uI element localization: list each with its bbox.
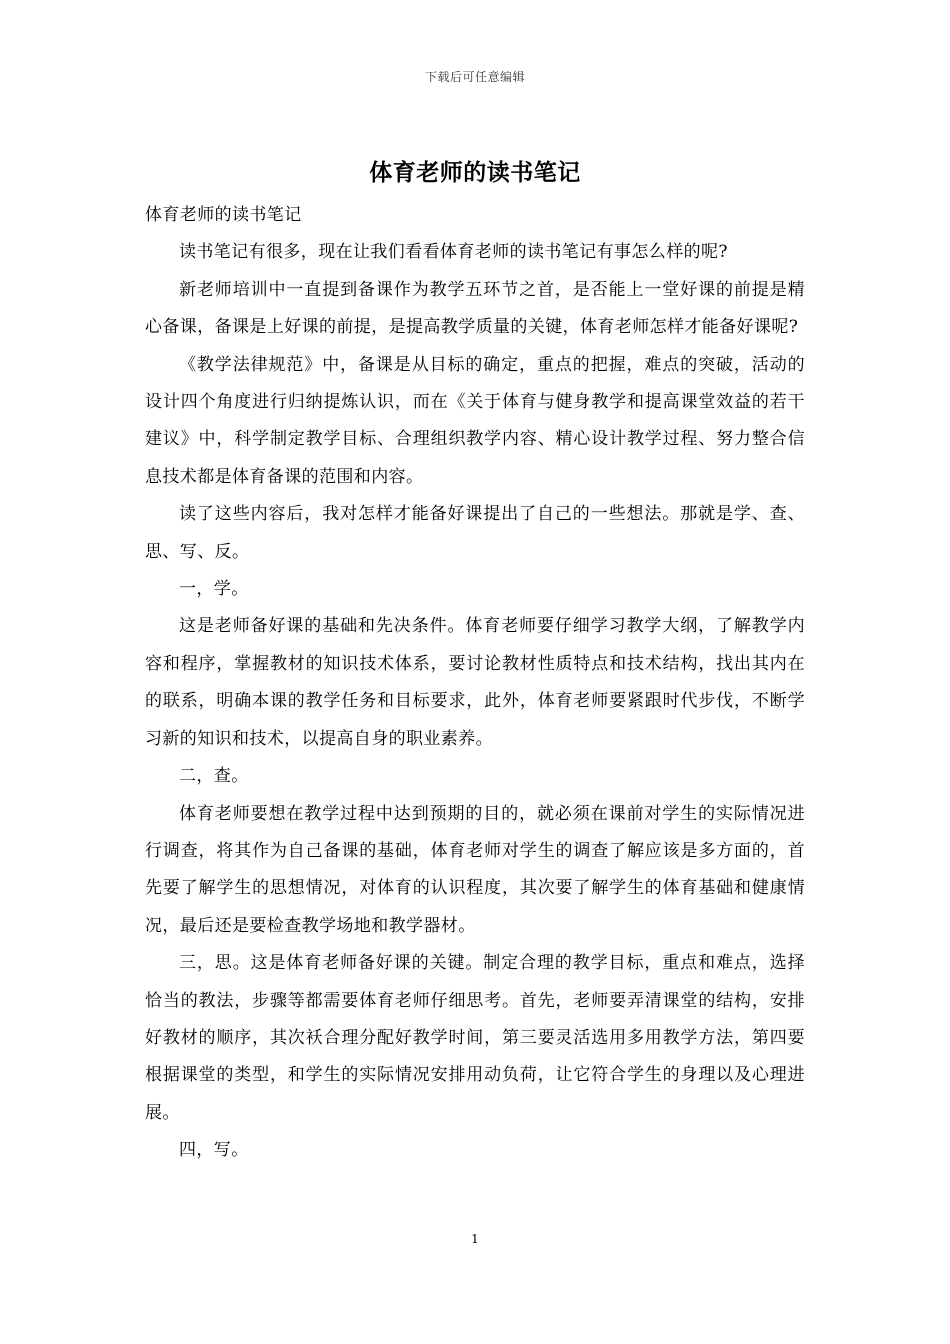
section-heading: 四，写。 — [179, 1140, 249, 1161]
page-header: 下载后可任意编辑 — [424, 70, 525, 84]
document-subtitle: 体育老师的读书笔记 — [145, 205, 302, 225]
paragraph: 体育老师要想在教学过程中达到预期的目的，就必须在课前对学生的实际情况进行调查，将其作为自己备课的基础，体育老师对学生的调查了解应该是多方面的，首先要了解学生的思想情况，对体育的认识程度，其次要了解学生的体育基础和健康情况，最后还是要检查教学场地和教学器材。 — [145, 803, 805, 936]
paragraph: 三，思。这是体育老师备好课的关键。制定合理的教学目标，重点和难点，选择恰当的教法，步骤等都需要体育老师仔细思考。首先，老师要弄清课堂的结构，安排好教材的顺序，其次袄合理分配好教学时间，第三要灵活选用多用教学方法，第四要根据课堂的类型，和学生的实际情况安排用动负荷，让它符合学生的身理以及心理进展。 — [145, 953, 805, 1123]
paragraph: 读书笔记有很多，现在让我们看看体育老师的读书笔记有事怎么样的呢? — [179, 242, 728, 263]
paragraph: 《教学法律规范》中，备课是从目标的确定，重点的把握，难点的突破，活动的设计四个角度进行归纳提炼认识，而在《关于体育与健身教学和提高课堂效益的若干建议》中，科学制定教学目标、合理组织教学内容、精心设计教学过程、努力整合信息技术都是体育备课的范围和内容。 — [145, 354, 805, 487]
paragraph: 这是老师备好课的基础和先决条件。体育老师要仔细学习教学大纲，了解教学内容和程序，掌握教材的知识技术体系，要讨论教材性质特点和技术结构，找出其内在的联系，明确本课的教学任务和目标要求，此外，体育老师要紧跟时代步伐，不断学习新的知识和技术，以提高自身的职业素养。 — [145, 616, 805, 749]
paragraph: 新老师培训中一直提到备课作为教学五环节之首，是否能上一堂好课的前提是精心备课，备课是上好课的前提，是提高教学质量的关键，体育老师怎样才能备好课呢? — [145, 279, 805, 338]
document-body — [145, 197, 805, 1170]
page-number: 1 — [471, 1232, 479, 1246]
section-heading: 二，查。 — [179, 766, 249, 787]
section-heading: 一，学。 — [179, 579, 249, 600]
document-title: 体育老师的读书笔记 — [369, 159, 581, 186]
paragraph: 读了这些内容后，我对怎样才能备好课提出了自己的一些想法。那就是学、查、思、写、反。 — [145, 504, 805, 562]
